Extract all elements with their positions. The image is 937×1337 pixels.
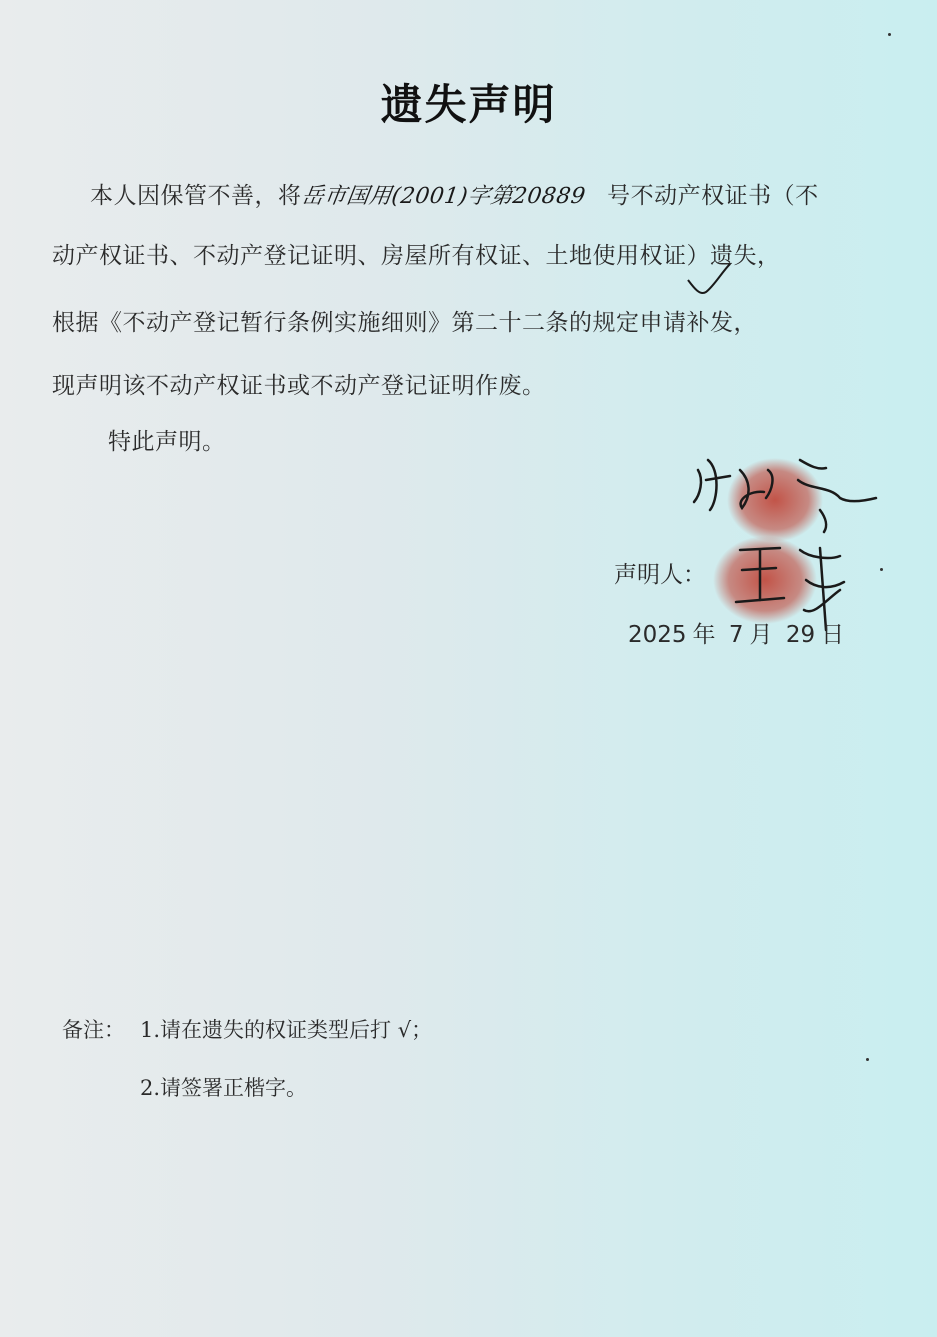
speck <box>880 568 883 571</box>
body-line-4: 现声明该不动产权证书或不动产登记证明作废。 <box>52 373 546 399</box>
date-day-unit: 日 <box>821 622 845 648</box>
note-item-2: 2.请签署正楷字。 <box>140 1076 308 1100</box>
speck <box>866 1058 869 1061</box>
date-month: 7 <box>728 622 744 648</box>
body-line-1-suffix: 号不动产权证书（不 <box>607 183 819 209</box>
date-month-unit: 月 <box>749 622 773 648</box>
body-line-1 <box>90 177 819 210</box>
body-line-2: 动产权证书、不动产登记证明、房屋所有权证、土地使用权证）遗失， <box>52 243 781 269</box>
closing-text: 特此声明。 <box>108 429 226 455</box>
signer-label: 声明人： <box>614 562 706 588</box>
body-line-3: 根据《不动产登记暂行条例实施细则》第二十二条的规定申请补发， <box>52 310 757 336</box>
speck <box>888 33 891 36</box>
notes-label: 备注： <box>62 1018 125 1042</box>
check-mark-icon <box>684 262 734 302</box>
date-year: 2025 <box>628 622 687 648</box>
document-title: 遗失声明 <box>380 80 557 129</box>
handwritten-certificate-number: 岳市国用(2001)字第20889 <box>299 184 587 209</box>
date-day: 29 <box>785 622 816 648</box>
signature-with-fingerprints <box>680 440 880 640</box>
date-year-unit: 年 <box>692 622 716 648</box>
note-item-1: 1.请在遗失的权证类型后打 √； <box>140 1018 433 1042</box>
body-line-1-prefix: 本人因保管不善，将 <box>90 183 302 209</box>
declaration-date <box>628 616 850 649</box>
